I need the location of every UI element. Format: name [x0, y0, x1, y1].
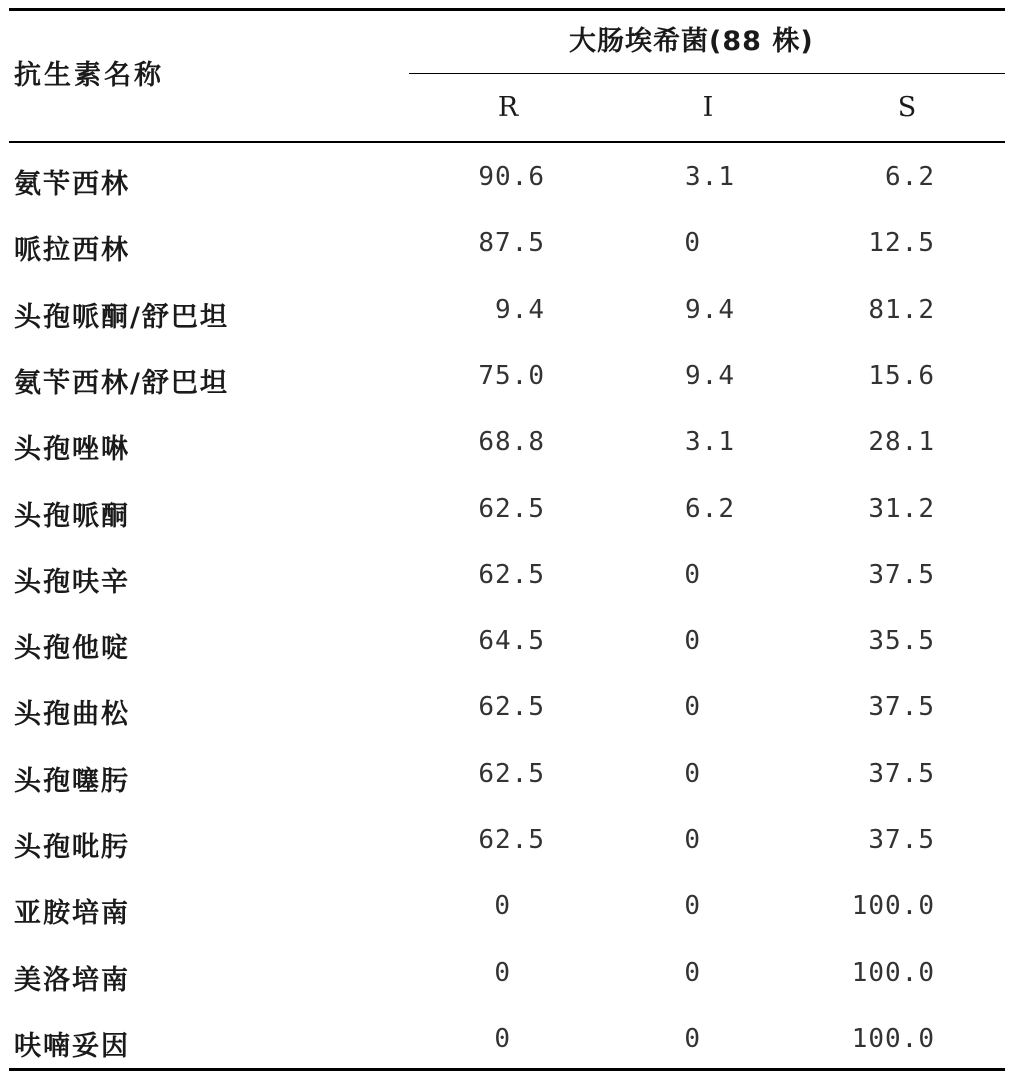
- cell-i: 0: [684, 957, 701, 988]
- table-row: [9, 210, 1005, 276]
- header-col-i: I: [702, 92, 714, 123]
- cell-s: 6.2: [885, 162, 935, 192]
- cell-r: 68.8: [478, 427, 545, 458]
- cell-s: 81.2: [868, 294, 935, 325]
- cell-r: 90.6: [478, 162, 545, 192]
- antibiotic-name: 头孢他啶: [14, 633, 130, 665]
- group-underline: [409, 73, 1005, 74]
- header-organism-group: 大肠埃希菌(88 株): [569, 26, 814, 57]
- cell-s: 100.0: [851, 1023, 935, 1054]
- cell-r: 62.5: [478, 493, 545, 524]
- cell-i: 0: [684, 891, 701, 922]
- cell-s: 35.5: [868, 626, 935, 657]
- antibiotic-name: 哌拉西林: [14, 235, 130, 267]
- antibiotic-name: 头孢唑啉: [14, 434, 130, 466]
- cell-r: 75.0: [478, 360, 545, 391]
- cell-i: 0: [684, 1023, 701, 1054]
- cell-s: 100.0: [851, 957, 935, 988]
- antibiotic-name: 头孢哌酮/舒巴坦: [14, 301, 229, 333]
- cell-s: 31.2: [868, 493, 935, 524]
- cell-s: 12.5: [868, 228, 935, 259]
- table-row: [9, 674, 1005, 740]
- antibiotic-name: 头孢曲松: [14, 699, 130, 731]
- antibiotic-name: 亚胺培南: [14, 898, 130, 930]
- cell-i: 0: [684, 692, 701, 723]
- cell-i: 0: [684, 559, 701, 590]
- cell-r: 0: [494, 957, 511, 988]
- antibiotic-name: 头孢哌酮: [14, 500, 130, 532]
- header-rule: [9, 141, 1005, 143]
- cell-i: 0: [684, 758, 701, 789]
- antibiotic-name: 呋喃妥因: [14, 1030, 130, 1062]
- cell-r: 64.5: [478, 626, 545, 657]
- header-col-s: S: [897, 92, 917, 123]
- cell-i: 9.4: [685, 360, 735, 391]
- table-row: [9, 144, 1005, 210]
- table-row: [9, 409, 1005, 475]
- cell-i: 3.1: [685, 427, 735, 458]
- cell-r: 62.5: [478, 559, 545, 590]
- cell-i: 0: [684, 626, 701, 657]
- cell-r: 62.5: [478, 758, 545, 789]
- antibiotic-name: 头孢呋辛: [14, 566, 130, 598]
- cell-s: 28.1: [868, 427, 935, 458]
- cell-s: 37.5: [868, 559, 935, 590]
- table-row: [9, 542, 1005, 608]
- cell-i: 9.4: [685, 294, 735, 325]
- table-row: [9, 343, 1005, 409]
- cell-r: 62.5: [478, 692, 545, 723]
- cell-i: 0: [684, 825, 701, 855]
- cell-i: 6.2: [685, 493, 735, 524]
- cell-s: 15.6: [868, 360, 935, 391]
- cell-r: 9.4: [495, 294, 545, 325]
- antibiotic-name: 头孢噻肟: [14, 765, 130, 797]
- table-row: [9, 1006, 1005, 1072]
- resistance-table: [9, 0, 1005, 1080]
- table-row: [9, 940, 1005, 1006]
- antibiotic-name: 氨苄西林: [14, 169, 130, 200]
- top-rule: [9, 8, 1005, 11]
- cell-r: 62.5: [478, 825, 545, 855]
- antibiotic-name: 美洛培南: [14, 964, 130, 996]
- cell-s: 37.5: [868, 825, 935, 855]
- table-row: [9, 807, 1005, 873]
- table-row: [9, 277, 1005, 343]
- header-col-r: R: [497, 92, 519, 123]
- cell-i: 0: [684, 228, 701, 259]
- antibiotic-name: 头孢吡肟: [14, 832, 130, 863]
- cell-r: 87.5: [478, 228, 545, 259]
- table-row: [9, 476, 1005, 542]
- cell-i: 3.1: [685, 162, 735, 192]
- cell-r: 0: [494, 1023, 511, 1054]
- table-row: [9, 741, 1005, 807]
- table-row: [9, 608, 1005, 674]
- header-antibiotic-name: 抗生素名称: [14, 60, 164, 91]
- table-row: [9, 873, 1005, 939]
- cell-s: 37.5: [868, 758, 935, 789]
- antibiotic-name: 氨苄西林/舒巴坦: [14, 367, 229, 399]
- cell-s: 100.0: [851, 891, 935, 922]
- cell-s: 37.5: [868, 692, 935, 723]
- cell-r: 0: [494, 891, 511, 922]
